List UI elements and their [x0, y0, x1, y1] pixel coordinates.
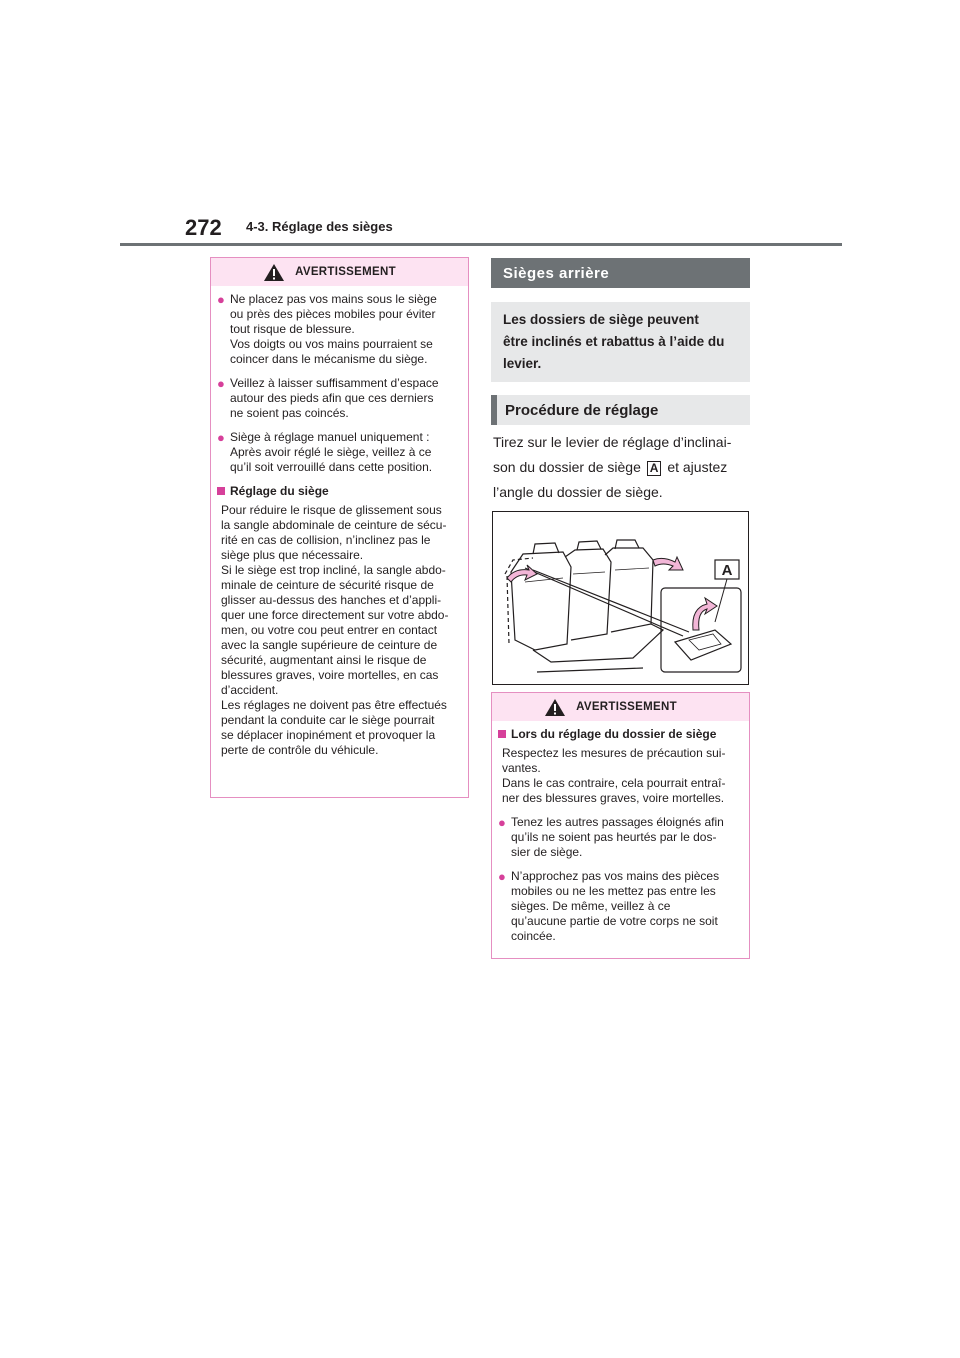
- warning-title: AVERTISSEMENT: [576, 701, 677, 713]
- subsection-title: Lors du réglage du dossier de siège: [498, 727, 735, 742]
- heading-accent: [491, 395, 497, 425]
- lever-shape: [675, 630, 731, 660]
- rear-seat-drawing: [493, 512, 748, 684]
- warning-header: [492, 693, 749, 721]
- intro-block: [491, 302, 750, 382]
- intro-text: Les dossiers de siège peuvent être inclinés et rabattus à l’aide du levier.: [491, 302, 750, 382]
- seat-cushion: [533, 624, 663, 672]
- square-bullet-icon: [217, 487, 225, 495]
- header-rule: [120, 243, 842, 246]
- seat-back-left: [511, 552, 571, 650]
- warning-box-left: [210, 257, 469, 798]
- subsection-title: Réglage du siège: [217, 484, 454, 499]
- procedure-heading: Procédure de réglage: [491, 395, 750, 425]
- warning-bullet: ● Veillez à laisser suffisamment d’espace autour des pieds afin que ces derniers ne soient pas coincés.: [217, 376, 439, 420]
- lever-inset: [661, 588, 741, 672]
- recline-arrow-left: [507, 565, 537, 582]
- callout-label-a: A: [721, 562, 733, 579]
- bullet-dot-icon: ●: [498, 815, 506, 830]
- procedure-heading-block: [491, 395, 750, 425]
- warning-bullet: ● Tenez les autres passages éloignés afin qu’ils ne soient pas heurtés par le dos- sier de siège.: [498, 815, 724, 859]
- section-title: 4-3. Réglage des sièges: [246, 219, 393, 234]
- seat-illustration: [492, 511, 749, 685]
- warning-bullet: ● Ne placez pas vos mains sous le siège ou près des pièces mobiles pour éviter tout risque de blessure. Vos doigts ou vos mains pourraient se coincer dans le mécanisme du siège.: [217, 292, 437, 366]
- lever-pull-arrow: [693, 598, 717, 630]
- page-number: 272: [185, 215, 222, 240]
- warning-triangle-icon: [263, 263, 285, 282]
- warning-triangle-icon: [544, 698, 566, 717]
- warning-box-right: [491, 692, 750, 959]
- bullet-dot-icon: ●: [217, 292, 225, 307]
- bullet-dot-icon: ●: [217, 430, 225, 445]
- rear-seats-heading: Sièges arrière: [491, 258, 750, 288]
- warning-bullet: ● N’approchez pas vos mains des pièces mobiles ou ne les mettez pas entre les sièges. De même, veillez à ce qu’aucune partie de votre corps ne soit coincée.: [498, 869, 720, 943]
- bullet-dot-icon: ●: [498, 869, 506, 884]
- warning-title: AVERTISSEMENT: [295, 266, 396, 278]
- subsection-text: Pour réduire le risque de glissement sous la sangle abdominale de ceinture de sécu- rité en cas de collision, n’inclinez pas le siège plus que nécessaire. Si le siège est trop incliné, la sangle abdo- minale de ceinture de sécurité risque de glisser au-dessus des hanches et d’appli- quer une force directement sur votre abdo- men, ou votre cou peut entrer en contact avec la sangle supérieure de ceinture de sécurité, augmentant ainsi le risque de blessures graves, voire mortelles, en cas d’accident. Les réglages ne doivent pas être effectués pendant la conduite car le siège pourrait se déplacer inopinément et provoquer la perte de contrôle du véhicule.: [221, 503, 449, 757]
- rear-seats-heading-block: [491, 258, 750, 288]
- bullet-dot-icon: ●: [217, 376, 225, 391]
- label-a-box: A: [647, 461, 662, 476]
- warning-header: [211, 258, 468, 286]
- subsection-text: Respectez les mesures de précaution sui- vantes. Dans le cas contraire, cela pourrait entraî- ner des blessures graves, voire mortelles.: [502, 746, 726, 805]
- square-bullet-icon: [498, 730, 506, 738]
- warning-bullet: ● Siège à réglage manuel uniquement : Après avoir réglé le siège, veillez à ce qu’il soit verrouillé dans cette position.: [217, 430, 433, 474]
- procedure-text: Tirez sur le levier de réglage d’inclinai- son du dossier de siège A et ajustez l’angle du dossier de siège.: [493, 434, 732, 500]
- recline-arrow-right: [653, 557, 683, 570]
